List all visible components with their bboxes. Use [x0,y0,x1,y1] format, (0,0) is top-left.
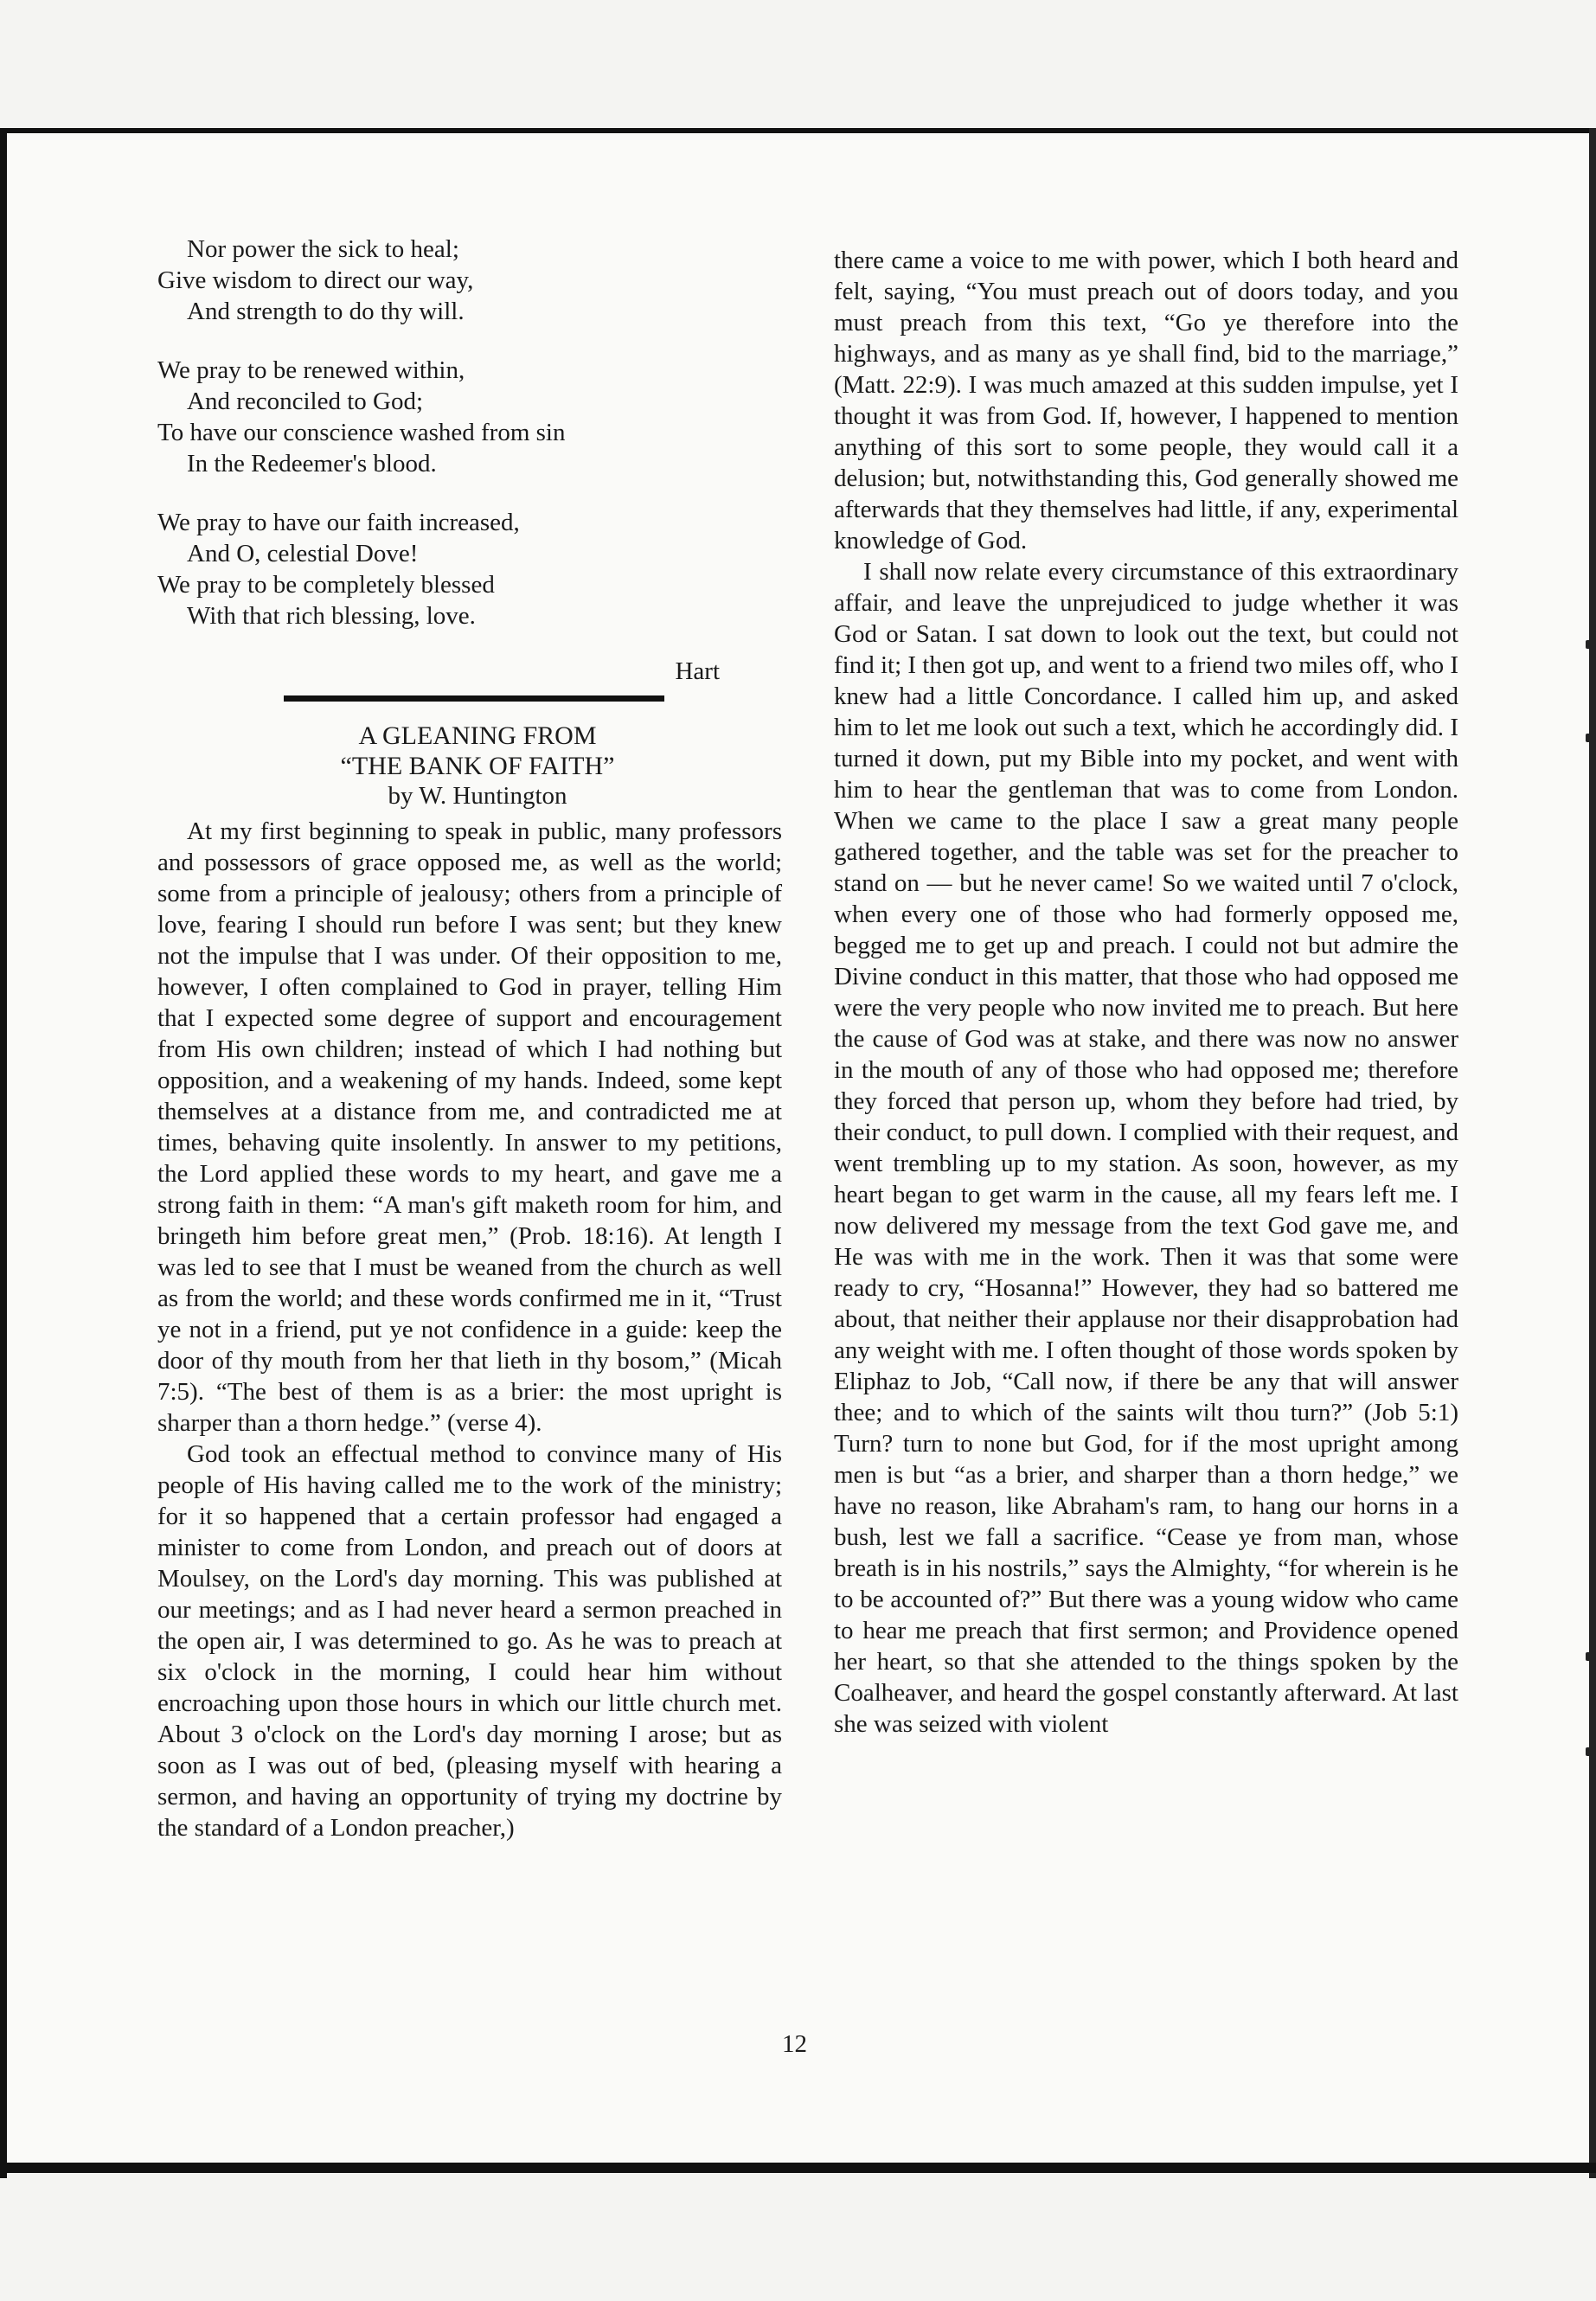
article-title-line: “THE BANK OF FAITH” [340,752,615,780]
scan-border-right [1589,128,1596,2178]
poem-line: Nor power the sick to heal; [187,235,459,263]
article-paragraph: there came a voice to me with power, which I both heard and felt, saying, “You must preach out of doors today, and you must preach from this text, “Go ye therefore into the highways, and as many as ye shall find, bid to the marriage,” (Matt. 22:9). I was much amazed at this sudden impulse, yet I thought it was from God. If, however, I happened to mention anything of this sort to some people, they would call it a delusion; but, notwithstanding this, God generally showed me afterwards that they themselves had little, if any, experimental knowledge of God. [834,247,1458,554]
article-body-left [157,816,782,1843]
poem-line: And O, celestial Dove! [187,540,419,567]
article-paragraph: At my first beginning to speak in public, many professors and possessors of grace opposed me, as well as the world; some from a principle of jealousy; others from a principle of love, fearing I should run before I was sent; but they knew not the impulse that I was under. Of their opposition to me, however, I often complained to God in prayer, telling Him that I expected some degree of support and encouragement from His own children; instead of which I had nothing but opposition, and a weakening of my hands. Indeed, some kept themselves at a distance from me, and contradicted me at times, behaving quite insolently. In answer to my petitions, the Lord applied these words to my heart, and gave me a strong faith in them: “A man's gift maketh room for him, and bringeth him before great men,” (Prob. 18:16). At length I was led to see that I must be weaned from the church as well as from the world; and these words confirmed me in it, “Trust ye not in a friend, put ye not confidence in a guide: keep the door of thy mouth from her that lieth in thy bosom,” (Micah 7:5). “The best of them is as a brier: the most upright is sharper than a thorn hedge.” (verse 4). [157,817,782,1437]
poem-line: To have our conscience washed from sin [157,419,566,446]
poem-line: We pray to be renewed within, [157,356,465,384]
poem-stanza [157,234,711,327]
poem-stanza [157,355,711,479]
edge-mark [1586,1652,1591,1661]
section-divider [284,695,664,702]
article-heading [157,721,798,811]
hymn-poem [157,234,720,687]
edge-mark [1586,1747,1591,1756]
poem-line: Give wisdom to direct our way, [157,266,474,294]
edge-mark [1586,640,1591,649]
scan-border-bottom [0,2163,1596,2173]
article-paragraph: I shall now relate every circumstance of this extraordinary affair, and leave the unprejudiced to judge whether it was God or Satan. I sat down to look out the text, but could not find it; I then got up, and went to a friend two miles off, who I knew had a little Concordance. I called him up, and asked him to let me look out such a text, which he accordingly did. I turned it down, put my Bible into my pocket, and went with him to hear the gentleman that was to come from London. When we came to the place I saw a great many people gathered together, and the table was set for the preacher to stand on — but he never came! So we waited until 7 o'clock, when every one of those who had formerly opposed me, begged me to get up and preach. I could not but admire the Divine conduct in this matter, that those who had opposed me were the very people who now invited me to preach. But here the cause of God was at stake, and there was now no answer in the mouth of any of those who had opposed me; therefore they forced that person up, whom they before had tried, by their conduct, to pull down. I complied with their request, and went trembling up to my station. As soon, however, as my heart began to get warm in the cause, all my fears left me. I now delivered my message from the text God gave me, and He was with me in the work. Then it was that some were ready to cry, “Hosanna!” However, they had so battered me about, that neither their applause nor their disapprobation had any weight with me. I often thought of those words spoken by Eliphaz to Job, “Call now, if there be any that will answer thee; and to which of the saints wilt thou turn?” (Job 5:1) Turn? turn to none but God, for if the most upright among men is but “as a brier, and sharper than a thorn hedge,” we have no reason, like Abraham's ram, to hang our horns in a bush, lest we fall a sacrifice. “Cease ye from man, whose breath is in his nostrils,” says the Almighty, “for wherein is he to be accounted of?” But there was a young widow who came to hear me preach that first sermon; and Providence opened her heart, so that she attended to the things spoken by the Coalheaver, and heard the gospel constantly afterward. At last she was seized with violent [834,558,1458,1738]
left-column [157,234,782,1843]
page-number: 12 [782,2030,807,2058]
poem-line: In the Redeemer's blood. [187,450,437,478]
article-title-line: A GLEANING FROM [358,721,597,750]
poem-line: We pray to have our faith increased, [157,509,520,536]
poem-line: We pray to be completely blessed [157,571,495,599]
poem-stanza [157,507,711,631]
scan-border-left [0,128,7,2178]
article-body-right [834,245,1458,1740]
poem-author: Hart [675,657,720,685]
poem-line: With that rich blessing, love. [187,602,476,630]
poem-line: And strength to do thy will. [187,298,465,325]
scan-border-top [0,128,1596,133]
article-paragraph: God took an effectual method to convince many of His people of His having called me to the work of the ministry; for it so happened that a certain professor had engaged a minister to come from London, and preach out of doors at Moulsey, on the Lord's day morning. This was published at our meetings; and as I had never heard a sermon preached in the open air, I was determined to go. As he was to preach at six o'clock in the morning, I could hear him without encroaching upon those hours in which our little church met. About 3 o'clock on the Lord's day morning I arose; but as soon as I was out of bed, (pleasing myself with hearing a sermon, and having an opportunity of trying my doctrine by the standard of a London preacher,) [157,1440,782,1842]
right-column [834,245,1457,1740]
poem-line: And reconciled to God; [187,388,424,415]
edge-mark [1586,734,1591,742]
article-byline: by W. Huntington [388,782,567,810]
